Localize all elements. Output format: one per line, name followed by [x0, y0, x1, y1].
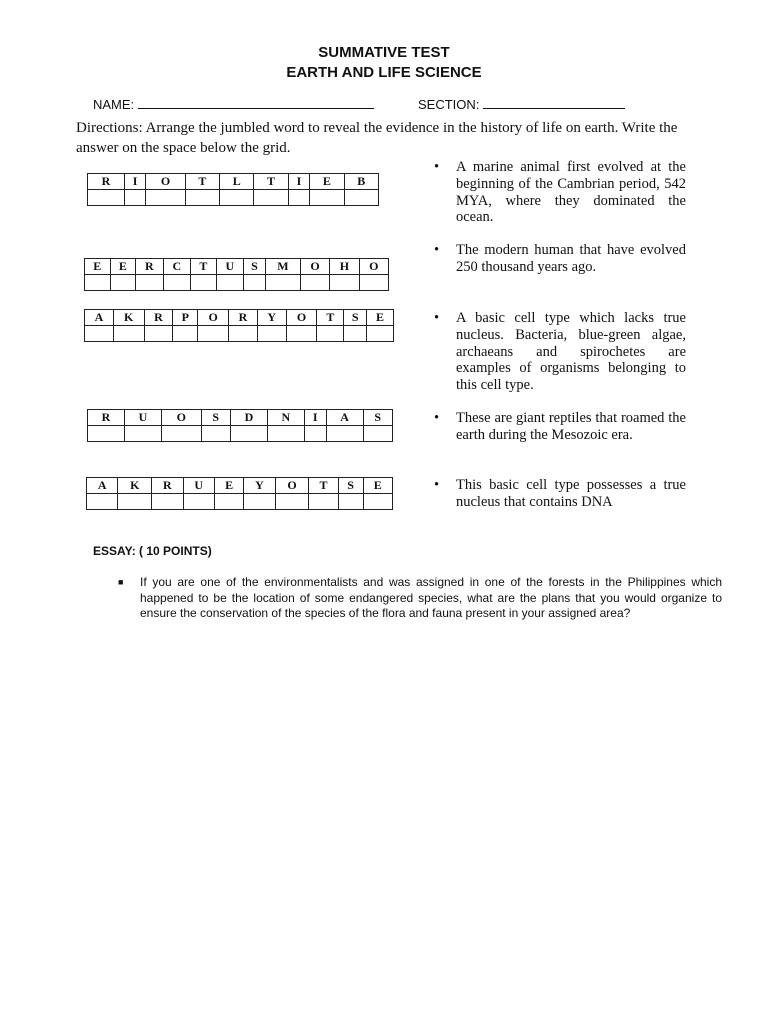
letter-cell: R: [88, 174, 125, 190]
answer-cell[interactable]: [330, 275, 359, 291]
name-label: NAME:: [93, 97, 135, 112]
answer-cell[interactable]: [230, 426, 267, 442]
clue-2: [434, 242, 686, 276]
answer-cell[interactable]: [152, 494, 183, 510]
puzzle-grid-2: [84, 258, 389, 291]
letter-cell: H: [330, 259, 359, 275]
answer-cell[interactable]: [88, 190, 125, 206]
answer-cell[interactable]: [304, 426, 326, 442]
answer-cell[interactable]: [87, 494, 118, 510]
letter-cell: R: [144, 310, 173, 326]
letter-cell: Y: [244, 478, 275, 494]
test-title: SUMMATIVE TEST: [318, 44, 450, 61]
name-field: [93, 97, 374, 112]
answer-cell[interactable]: [144, 326, 173, 342]
answer-row: [88, 426, 393, 442]
letter-cell: K: [118, 478, 152, 494]
answer-cell[interactable]: [88, 426, 125, 442]
answer-cell[interactable]: [257, 326, 286, 342]
letter-cell: O: [198, 310, 229, 326]
section-blank[interactable]: [483, 108, 625, 109]
answer-cell[interactable]: [338, 494, 363, 510]
answer-cell[interactable]: [363, 426, 392, 442]
letter-cell: A: [87, 478, 118, 494]
letter-cell: T: [309, 478, 338, 494]
puzzle-grid-3: [84, 309, 394, 342]
answer-cell[interactable]: [85, 326, 114, 342]
essay-question: [118, 575, 722, 622]
letter-cell: O: [286, 310, 317, 326]
letter-cell: O: [161, 410, 201, 426]
letter-cell: T: [254, 174, 288, 190]
letter-cell: I: [304, 410, 326, 426]
letter-cell: B: [344, 174, 378, 190]
letter-cell: Y: [257, 310, 286, 326]
answer-cell[interactable]: [124, 190, 146, 206]
bullet-icon: •: [434, 310, 440, 326]
clue-4: [434, 410, 686, 444]
answer-cell[interactable]: [173, 326, 198, 342]
answer-cell[interactable]: [185, 190, 219, 206]
puzzle-grid-1: [87, 173, 379, 206]
clue-1: [434, 159, 686, 226]
answer-cell[interactable]: [288, 190, 310, 206]
answer-row: [87, 494, 393, 510]
letter-cell: S: [244, 259, 266, 275]
letter-cell: S: [201, 410, 230, 426]
answer-cell[interactable]: [267, 426, 304, 442]
answer-row: [88, 190, 379, 206]
letter-cell: I: [124, 174, 146, 190]
clue-text: These are giant reptiles that roamed the earth during the Mesozoic era.: [456, 410, 686, 443]
answer-cell[interactable]: [136, 275, 163, 291]
letter-cell: S: [363, 410, 392, 426]
jumbled-letter-row: [88, 174, 379, 190]
bullet-icon: •: [434, 410, 440, 426]
letter-cell: E: [110, 259, 136, 275]
answer-cell[interactable]: [124, 426, 161, 442]
clue-3: [434, 310, 686, 394]
letter-cell: N: [267, 410, 304, 426]
answer-cell[interactable]: [300, 275, 329, 291]
letter-cell: C: [163, 259, 190, 275]
answer-cell[interactable]: [359, 275, 388, 291]
square-bullet-icon: ■: [118, 577, 124, 587]
answer-cell[interactable]: [244, 275, 266, 291]
essay-heading: ESSAY: ( 10 POINTS): [93, 544, 212, 558]
clue-text: A basic cell type which lacks true nucleus. Bacteria, blue-green algae, archaeans and spirochetes are examples of organisms belonging to this cell type.: [456, 310, 686, 394]
answer-row: [85, 275, 389, 291]
letter-cell: P: [173, 310, 198, 326]
letter-cell: I: [288, 174, 310, 190]
answer-cell[interactable]: [265, 275, 300, 291]
jumbled-letter-row: [87, 478, 393, 494]
letter-cell: T: [185, 174, 219, 190]
answer-cell[interactable]: [367, 326, 394, 342]
letter-cell: U: [183, 478, 214, 494]
letter-cell: S: [344, 310, 367, 326]
answer-cell[interactable]: [183, 494, 214, 510]
answer-cell[interactable]: [163, 275, 190, 291]
clue-text: A marine animal first evolved at the beginning of the Cambrian period, 542 MYA, where they dominated the ocean.: [456, 159, 686, 226]
letter-cell: E: [310, 174, 344, 190]
letter-cell: O: [359, 259, 388, 275]
bullet-icon: •: [434, 159, 440, 175]
letter-cell: A: [85, 310, 114, 326]
answer-cell[interactable]: [317, 326, 344, 342]
answer-cell[interactable]: [110, 275, 136, 291]
letter-cell: K: [113, 310, 144, 326]
letter-cell: M: [265, 259, 300, 275]
jumbled-letter-row: [88, 410, 393, 426]
letter-cell: R: [229, 310, 258, 326]
answer-cell[interactable]: [214, 494, 243, 510]
answer-cell[interactable]: [244, 494, 275, 510]
letter-cell: D: [230, 410, 267, 426]
answer-cell[interactable]: [161, 426, 201, 442]
letter-cell: E: [363, 478, 392, 494]
answer-cell[interactable]: [220, 190, 254, 206]
letter-cell: R: [136, 259, 163, 275]
answer-cell[interactable]: [201, 426, 230, 442]
answer-cell[interactable]: [254, 190, 288, 206]
clue-text: The modern human that have evolved 250 thousand years ago.: [456, 242, 686, 275]
letter-cell: E: [85, 259, 111, 275]
letter-cell: E: [214, 478, 243, 494]
letter-cell: T: [317, 310, 344, 326]
answer-cell[interactable]: [363, 494, 392, 510]
answer-cell[interactable]: [85, 275, 111, 291]
answer-cell[interactable]: [216, 275, 243, 291]
jumbled-letter-row: [85, 310, 394, 326]
answer-cell[interactable]: [275, 494, 309, 510]
name-blank[interactable]: [138, 108, 374, 109]
section-label: SECTION:: [418, 97, 480, 112]
directions: Directions: Arrange the jumbled word to reveal the evidence in the history of life on earth. Write the answer on the space below the grid.: [76, 120, 678, 156]
letter-cell: U: [124, 410, 161, 426]
answer-cell[interactable]: [229, 326, 258, 342]
essay-question-text: If you are one of the environmentalists and was assigned in one of the forests in the Philippines which happened to be the location of some endangered species, what are the plans that you would organize to ensure the conservation of the species of the flora and fauna present in your assigned area?: [140, 575, 722, 620]
answer-cell[interactable]: [198, 326, 229, 342]
letter-cell: A: [326, 410, 363, 426]
answer-cell[interactable]: [344, 326, 367, 342]
letter-cell: E: [367, 310, 394, 326]
answer-cell[interactable]: [310, 190, 344, 206]
answer-cell[interactable]: [118, 494, 152, 510]
answer-cell[interactable]: [191, 275, 217, 291]
jumbled-letter-row: [85, 259, 389, 275]
answer-cell[interactable]: [309, 494, 338, 510]
subject-title: EARTH AND LIFE SCIENCE: [286, 64, 482, 81]
letter-cell: R: [152, 478, 183, 494]
section-field: [418, 97, 625, 112]
answer-row: [85, 326, 394, 342]
puzzle-grid-5: [86, 477, 393, 510]
letter-cell: R: [88, 410, 125, 426]
answer-cell[interactable]: [344, 190, 378, 206]
answer-cell[interactable]: [113, 326, 144, 342]
letter-cell: U: [216, 259, 243, 275]
letter-cell: T: [191, 259, 217, 275]
letter-cell: O: [300, 259, 329, 275]
answer-cell[interactable]: [326, 426, 363, 442]
puzzle-grid-4: [87, 409, 393, 442]
letter-cell: O: [146, 174, 185, 190]
bullet-icon: •: [434, 477, 440, 493]
clue-5: [434, 477, 686, 511]
letter-cell: S: [338, 478, 363, 494]
bullet-icon: •: [434, 242, 440, 258]
letter-cell: O: [275, 478, 309, 494]
clue-text: This basic cell type possesses a true nucleus that contains DNA: [456, 477, 686, 510]
answer-cell[interactable]: [146, 190, 185, 206]
answer-cell[interactable]: [286, 326, 317, 342]
letter-cell: L: [220, 174, 254, 190]
